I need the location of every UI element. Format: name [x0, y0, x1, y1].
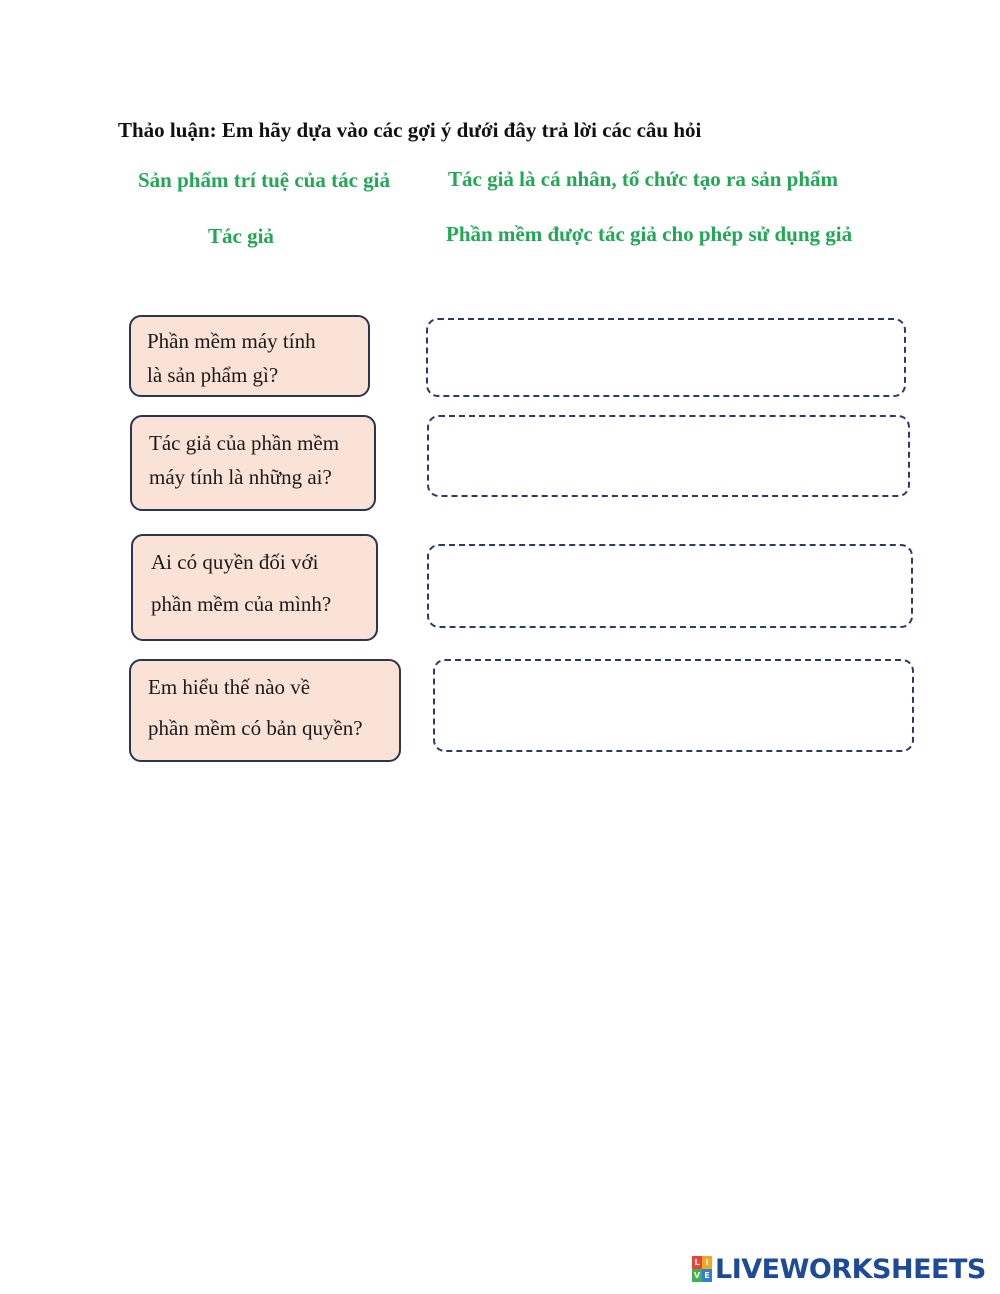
page-title: Thảo luận: Em hãy dựa vào các gợi ý dưới đây trả lời các câu hỏi [118, 118, 702, 142]
logo-letter-e: E [702, 1269, 712, 1282]
hint-author-definition: Tác giả là cá nhân, tổ chức tạo ra sản phẩm [448, 167, 839, 191]
answer-box-3[interactable] [427, 544, 913, 628]
liveworksheets-logo-icon [692, 1256, 712, 1282]
question-3-line-2: phần mềm của mình? [151, 592, 332, 616]
answer-box-4[interactable] [433, 659, 914, 752]
question-box-3 [131, 534, 378, 641]
question-1-line-1: Phần mềm máy tính [147, 329, 316, 353]
question-4-line-1: Em hiểu thế nào về [148, 675, 311, 699]
logo-letter-v: V [693, 1271, 701, 1280]
answer-box-2[interactable] [427, 415, 910, 497]
question-1-line-2: là sản phẩm gì? [147, 363, 279, 387]
hint-intellectual-product: Sản phẩm trí tuệ của tác giả [138, 168, 390, 192]
question-box-1 [129, 315, 370, 397]
question-4-line-2: phần mềm có bản quyền? [148, 716, 363, 740]
liveworksheets-wordmark: LIVEWORKSHEETS [715, 1253, 986, 1285]
hint-author: Tác giả [208, 224, 274, 248]
question-2-line-1: Tác giả của phần mềm [149, 431, 340, 455]
logo-letter-l: L [692, 1256, 702, 1269]
logo-letter-i: I [702, 1256, 712, 1269]
hint-licensed-software: Phần mềm được tác giả cho phép sử dụng giả [446, 222, 853, 246]
question-2-line-2: máy tính là những ai? [149, 465, 332, 489]
question-3-line-1: Ai có quyền đối với [151, 550, 319, 574]
liveworksheets-logo [692, 1254, 986, 1284]
question-box-2 [130, 415, 376, 511]
answer-box-1[interactable] [426, 318, 906, 397]
question-box-4 [129, 659, 401, 762]
